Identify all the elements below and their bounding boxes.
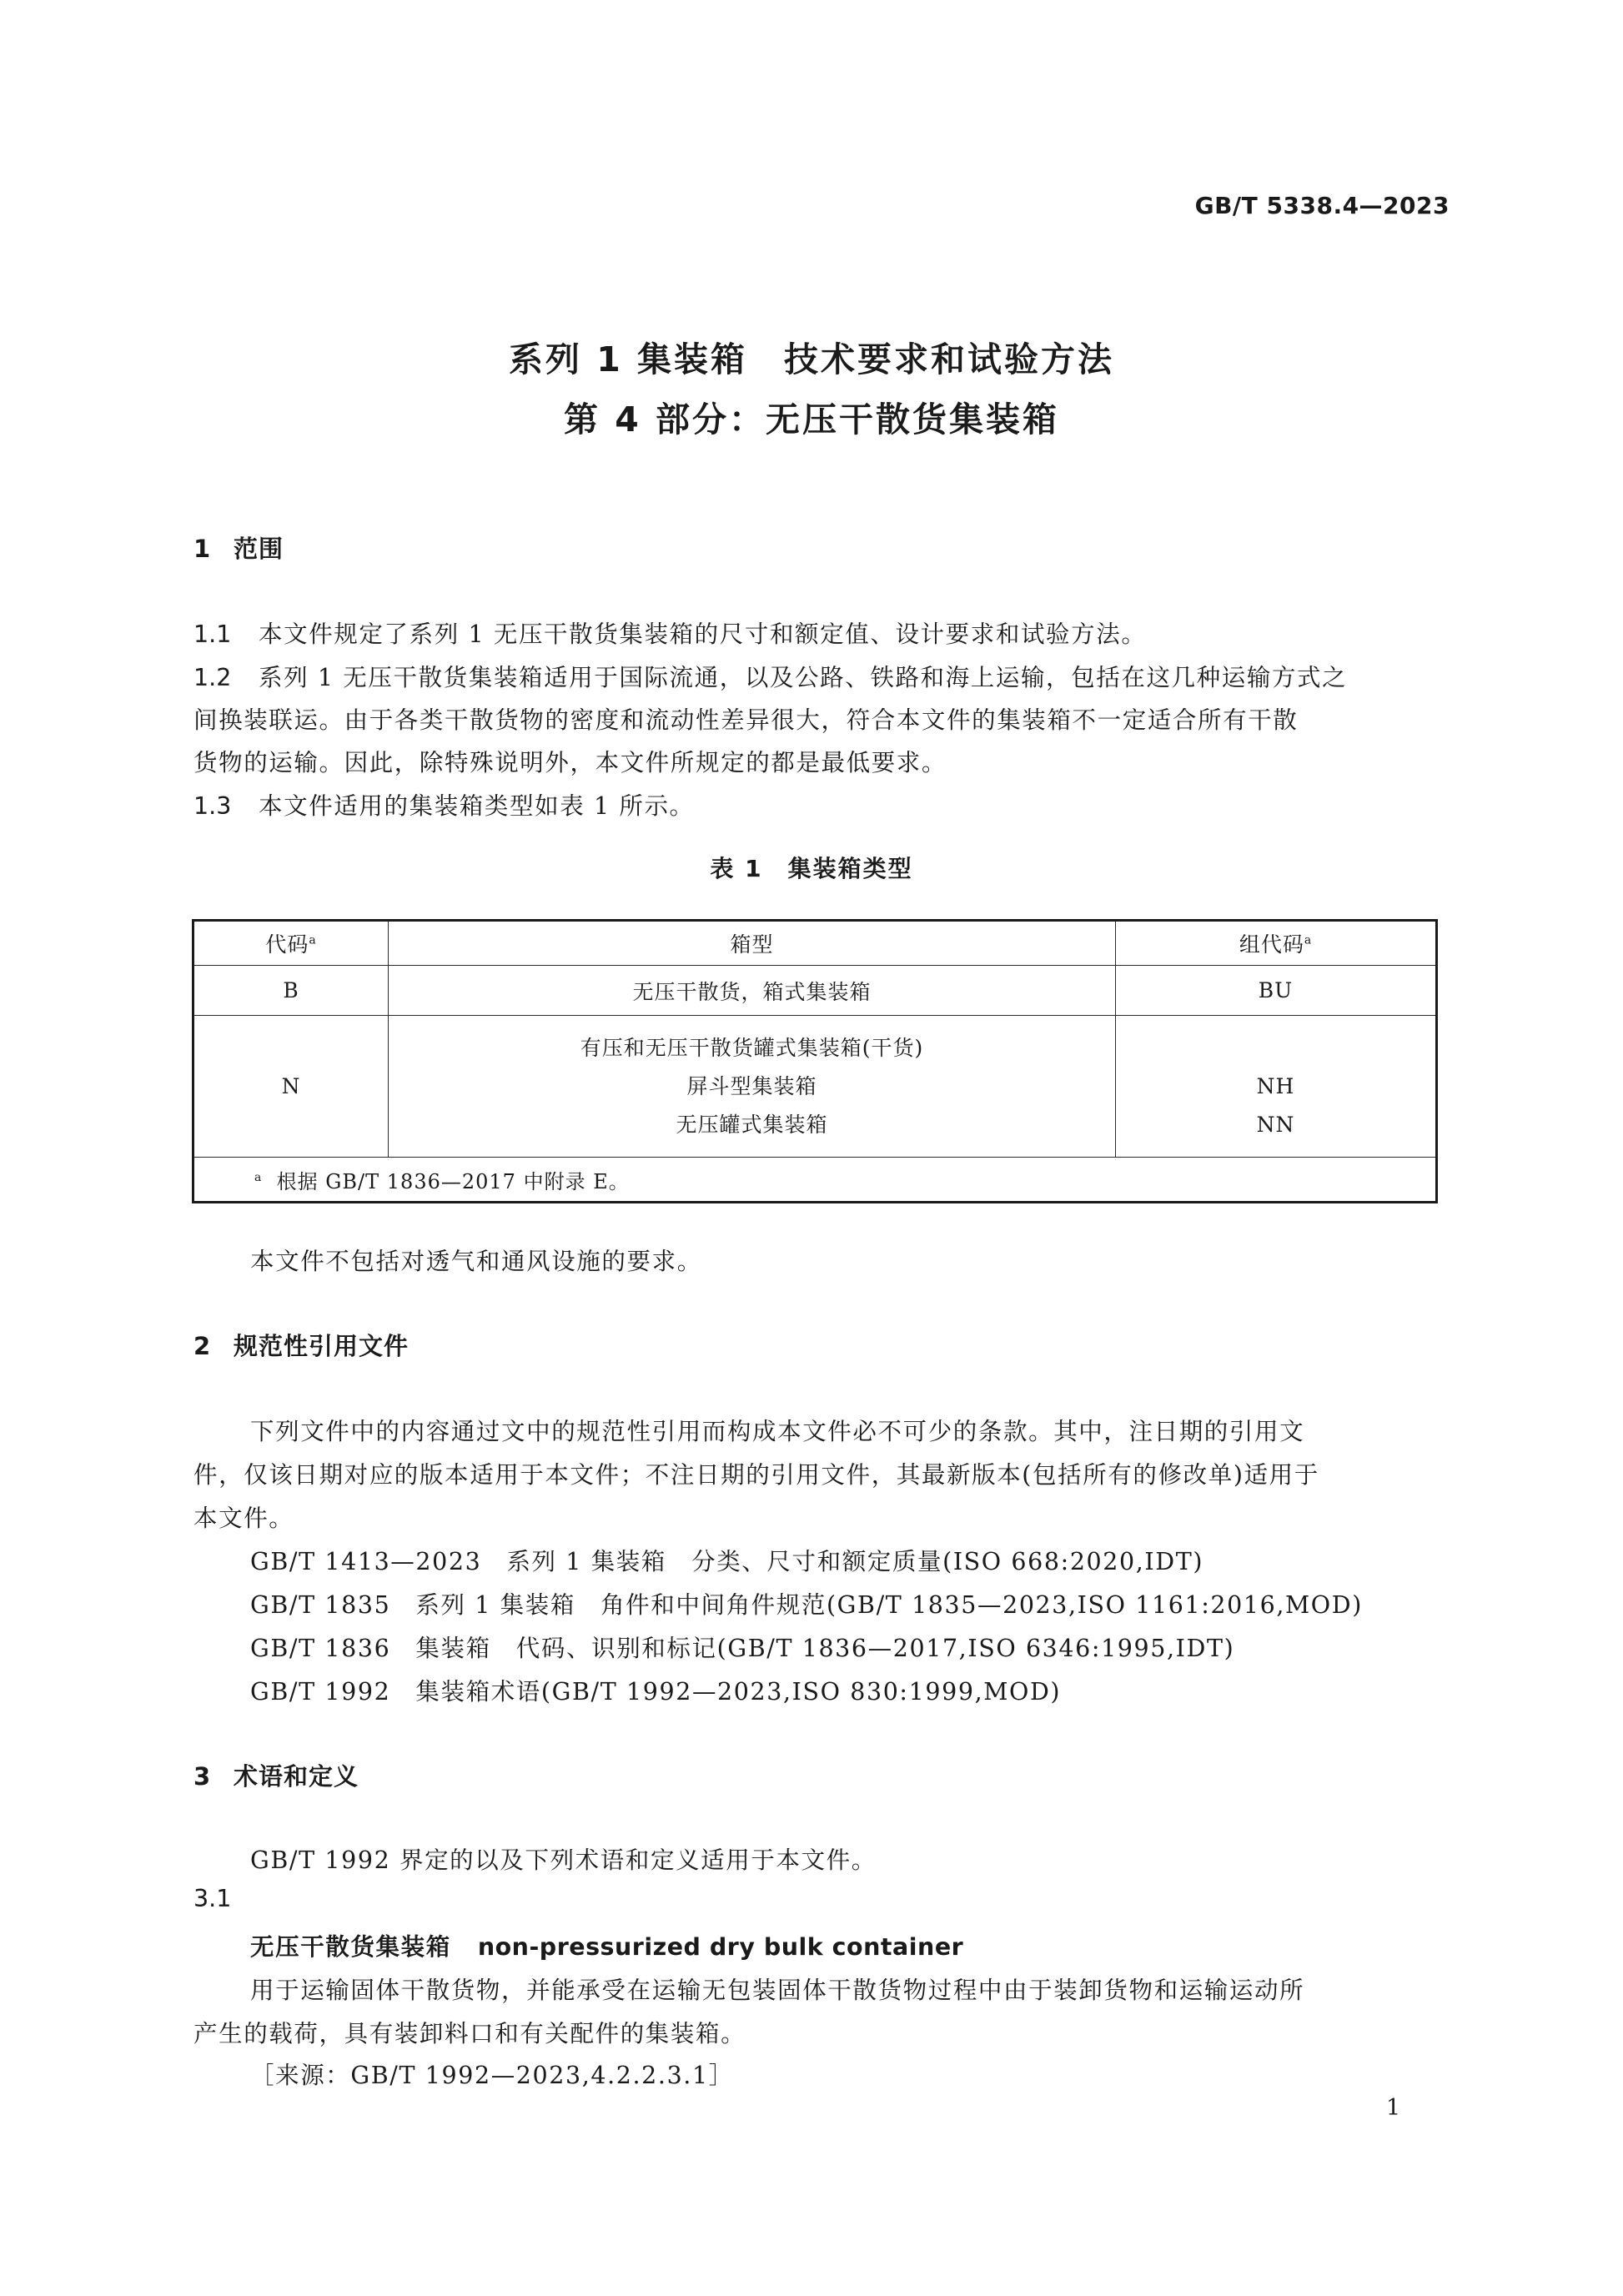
table-footnote xyxy=(193,1158,1437,1203)
clause-text: 本文件规定了系列 1 无压干散货集装箱的尺寸和额定值、设计要求和试验方法。 xyxy=(259,620,1147,648)
section-2-heading xyxy=(193,1328,409,1362)
table-header-row xyxy=(193,921,1437,966)
reference-item: GB/T 1835 系列 1 集装箱 角件和中间角件规范(GB/T 1835—2023,ISO 1161:2016,MOD) xyxy=(250,1591,1363,1619)
term-number: 3.1 xyxy=(193,1885,232,1912)
clause-1-2-line-3: 货物的运输。因此，除特殊说明外，本文件所规定的都是最低要求。 xyxy=(193,749,947,776)
group-line: NH xyxy=(1256,1073,1295,1098)
references-intro-line-1: 下列文件中的内容通过文中的规范性引用而构成本文件必不可少的条款。其中，注日期的引用文 xyxy=(250,1418,1305,1445)
clause-1-3 xyxy=(193,787,695,821)
section-title: 术语和定义 xyxy=(234,1762,359,1791)
section-number: 2 xyxy=(193,1332,212,1360)
table-row xyxy=(193,1016,1437,1158)
footnote-mark: a xyxy=(1304,933,1313,947)
group-line: NN xyxy=(1256,1112,1295,1137)
clause-number: 1.2 xyxy=(193,664,232,691)
term-chinese: 无压干散货集装箱 xyxy=(250,1933,451,1961)
header-group-code: 组代码$^a$ xyxy=(1116,921,1437,966)
footnote-mark: a xyxy=(254,1170,263,1184)
terms-intro: GB/T 1992 界定的以及下列术语和定义适用于本文件。 xyxy=(250,1846,877,1874)
section-number: 1 xyxy=(193,535,212,563)
header-code: 代码$^a$ xyxy=(193,921,389,966)
table-title: 表 1 集装箱类型 xyxy=(710,855,913,882)
references-intro-line-3: 本文件。 xyxy=(193,1505,294,1532)
term-entry xyxy=(250,1928,963,1962)
references-intro-line-2: 件，仅该日期对应的版本适用于本文件；不注日期的引用文件，其最新版本(包括所有的修改单)适用于 xyxy=(193,1461,1319,1489)
page-number: 1 xyxy=(1386,2095,1401,2121)
definition-source: ［来源：GB/T 1992—2023,4.2.2.3.1］ xyxy=(250,2062,734,2089)
cell-type xyxy=(389,1016,1116,1158)
clause-text: 本文件适用的集装箱类型如表 1 所示。 xyxy=(259,792,695,820)
section-number: 3 xyxy=(193,1762,212,1791)
clause-1-1 xyxy=(193,615,1146,650)
document-title-line-2: 第 4 部分：无压干散货集装箱 xyxy=(563,399,1060,440)
reference-item: GB/T 1836 集装箱 代码、识别和标记(GB/T 1836—2017,ISO 6346:1995,IDT) xyxy=(250,1635,1235,1662)
reference-item: GB/T 1992 集装箱术语(GB/T 1992—2023,ISO 830:1999,MOD) xyxy=(250,1678,1062,1706)
clause-text: 系列 1 无压干散货集装箱适用于国际流通，以及公路、铁路和海上运输，包括在这几种运输方式之 xyxy=(259,664,1348,691)
document-title-line-1: 系列 1 集装箱 技术要求和试验方法 xyxy=(508,339,1115,379)
cell-group-code xyxy=(1116,1016,1437,1158)
cell-group-code: BU xyxy=(1116,966,1437,1016)
cell-code: B xyxy=(193,966,389,1016)
footnote-mark: a xyxy=(309,933,317,947)
container-types-table xyxy=(192,919,1438,1203)
clause-1-2-line-2: 间换装联运。由于各类干散货物的密度和流动性差异很大，符合本文件的集装箱不一定适合所有干散 xyxy=(193,706,1299,734)
section-title: 范围 xyxy=(234,535,284,563)
header-type: 箱型 xyxy=(389,921,1116,966)
type-line: 无压罐式集装箱 xyxy=(676,1112,828,1137)
cell-type: 无压干散货，箱式集装箱 xyxy=(389,966,1116,1016)
clause-number: 1.3 xyxy=(193,792,232,820)
clause-1-2-line-1 xyxy=(193,659,1347,693)
definition-line-2: 产生的载荷，具有装卸料口和有关配件的集装箱。 xyxy=(193,2020,746,2047)
section-3-heading xyxy=(193,1758,359,1792)
reference-item: GB/T 1413—2023 系列 1 集装箱 分类、尺寸和额定质量(ISO 668:2020,IDT) xyxy=(250,1548,1204,1575)
cell-code: N xyxy=(193,1016,389,1158)
footnote-text: 根据 GB/T 1836—2017 中附录 E。 xyxy=(276,1169,630,1193)
table-footnote-row xyxy=(193,1158,1437,1203)
clause-number: 1.1 xyxy=(193,620,232,648)
section-1-heading xyxy=(193,530,284,565)
definition-line-1: 用于运输固体干散货物，并能承受在运输无包装固体干散货物过程中由于装卸货物和运输运动所 xyxy=(250,1977,1305,2004)
type-line: 有压和无压干散货罐式集装箱(干货) xyxy=(580,1035,924,1060)
term-english: non-pressurized dry bulk container xyxy=(477,1933,964,1961)
section-title: 规范性引用文件 xyxy=(234,1332,410,1360)
type-line: 屏斗型集装箱 xyxy=(686,1073,817,1098)
table-row xyxy=(193,966,1437,1016)
standard-number: GB/T 5338.4—2023 xyxy=(1194,192,1450,219)
scope-exclusion-note: 本文件不包括对透气和通风设施的要求。 xyxy=(250,1248,702,1275)
